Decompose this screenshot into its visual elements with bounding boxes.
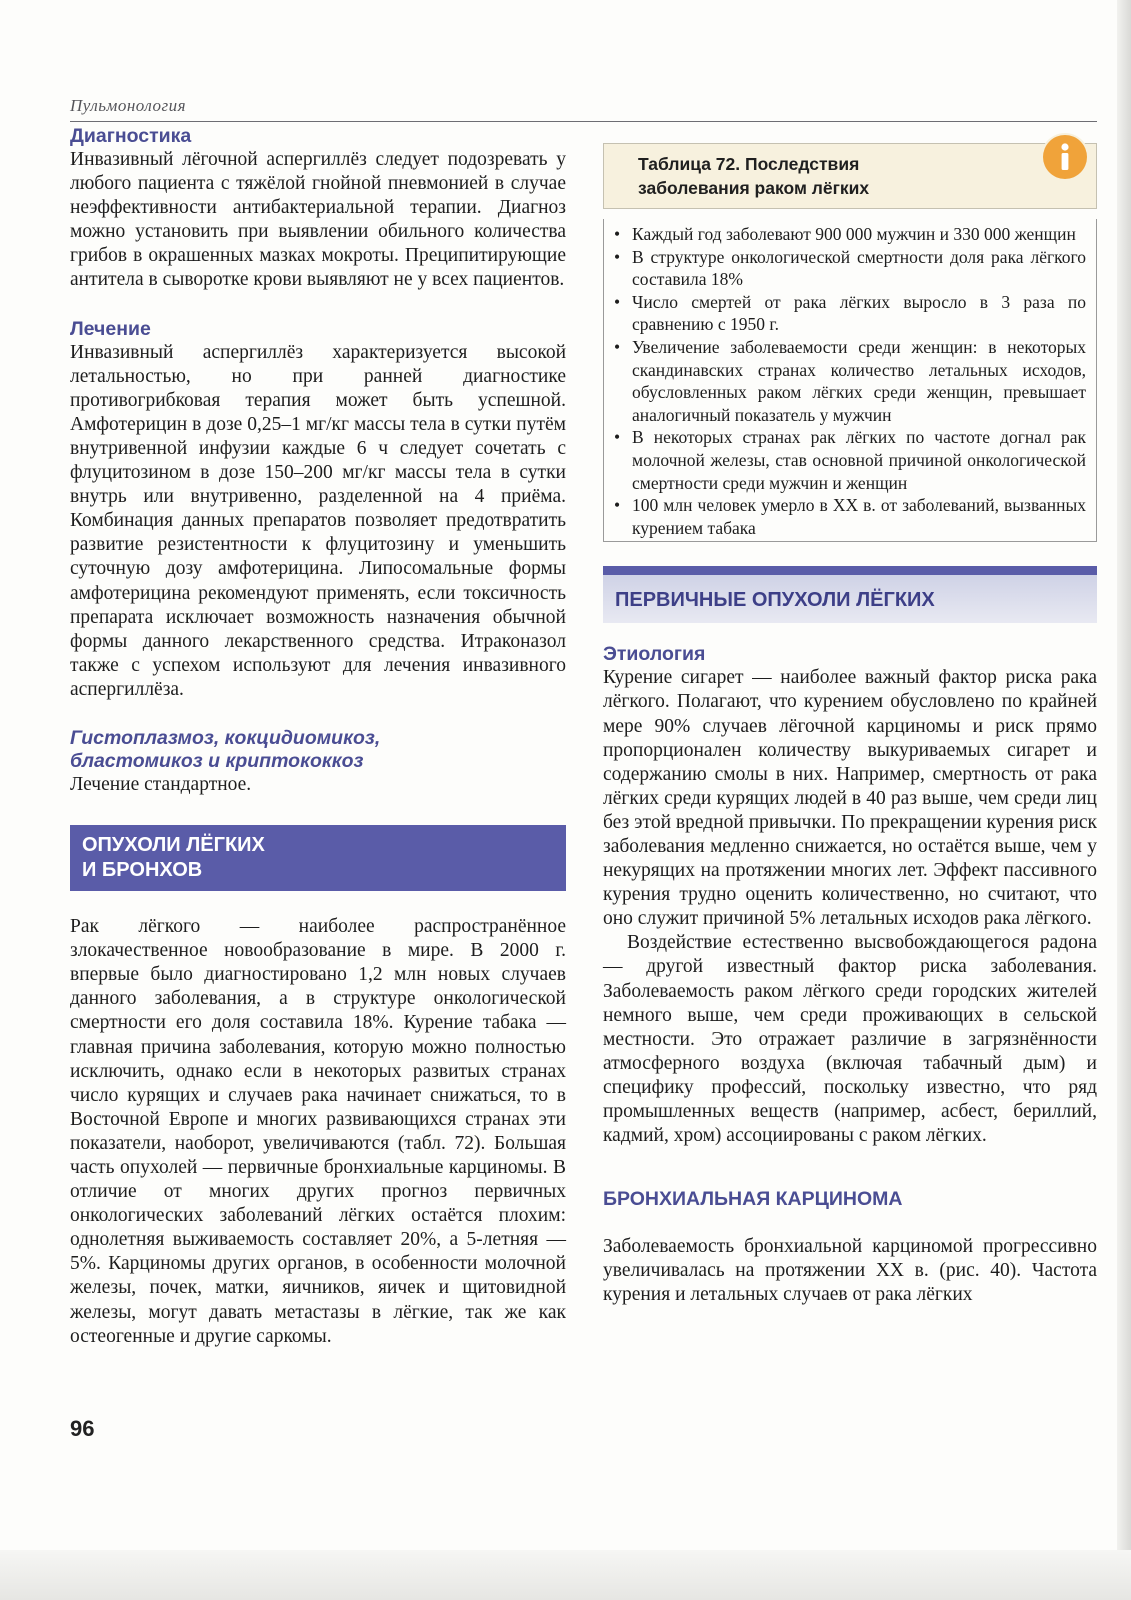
histoplasmosis-text: Лечение стандартное.	[70, 773, 252, 795]
table-list-item: • 100 млн человек умерло в XX в. от заболеваний, вызванных курением табака	[614, 494, 1086, 539]
section-band-line-2: И БРОНХОВ	[82, 859, 203, 882]
table-list-item: • В структуре онкологической смертности доля рака лёгкого составила 18%	[614, 246, 1086, 291]
etiology-text-1: Курение сигарет — наиболее важный фактор риска рака лёгкого. Полагают, что курением обусловлено по крайней мере 90% случаев лёгочной карциномы и риск прямо пропорционален количеству выкуриваемых сигарет и содержанию смолы в них. Например, смертность от рака лёгких среди курящих людей в 40 раз выше, чем среди лиц без этой вредной привычки. По прекращении курения риск заболевания медленно снижается, но остаётся выше, чем у некурящих на протяжении многих лет. Эффект пассивного курения трудно оценить количественно, но считают, что оно служит причиной 5% летальных исходов рака лёгкого.	[603, 667, 1097, 930]
etiology-heading: Этиология	[603, 643, 706, 666]
table-72	[603, 143, 1097, 542]
table-title-line-1: Таблица 72. Последствия	[638, 154, 860, 174]
right-column	[603, 143, 1097, 1307]
table-list-item: • Каждый год заболевают 900 000 мужчин и 330 000 женщин	[614, 223, 1086, 246]
table-72-list	[603, 219, 1097, 542]
histoplasmosis-heading-line-1: Гистоплазмоз, кокцидиомикоз,	[70, 726, 381, 749]
table-list-item: • В некоторых странах рак лёгких по частоте догнал рак молочной железы, став основной причиной онкологической смертности среди мужчин и женщин	[614, 426, 1086, 494]
page-number: 96	[70, 1416, 95, 1441]
bronchial-carcinoma-text: Заболеваемость бронхиальной карциномой прогрессивно увеличивалась на протяжении XX в. (рис. 40). Частота курения и летальных случаев от рака лёгких	[603, 1236, 1097, 1306]
treatment-text: Инвазивный аспергиллёз характеризуется высокой летальностью, но при ранней диагностике противогрибковая терапия может быть успешной. Амфотерицин в дозе 0,25–1 мг/кг массы тела в сутки путём внутривенной инфузии каждые 6 ч следует сочетать с флуцитозином в дозе 150–200 мг/кг массы тела в сутки внутрь или внутривенно, разделенной на 4 приёма. Комбинация данных препаратов позволяет предотвратить развитие резистентности к флуцитозину и уменьшить суточную дозу амфотерицина. Липосомальные формы амфотерицина рекомендуют применять, если токсичность препарата исключает возможность назначения обычной формы данного лекарственного средства. Итраконазол также с успехом используют для лечения инвазивного аспергиллёза.	[70, 341, 566, 700]
etiology-text-2: Воздействие естественно высвобождающегося радона — другой известный фактор риска заболевания. Заболеваемость раком лёгкого среди городских жителей немного выше, чем среди проживающих в сельской местности. Это отражает различие в загрязнённости атмосферного воздуха (включая табачный дым) и специфику профессий, поскольку известно, что ряд промышленных веществ (например, асбест, бериллий, кадмий, хром) ассоциированы с раком лёгких.	[603, 932, 1097, 1147]
left-column	[70, 125, 566, 1349]
table-title-line-2: заболевания раком лёгких	[638, 178, 870, 198]
running-head: Пульмонология	[70, 96, 187, 115]
treatment-heading: Лечение	[70, 317, 151, 340]
page-edge-shadow	[1117, 0, 1131, 1600]
diagnostics-heading: Диагностика	[70, 125, 192, 147]
diagnostics-text: Инвазивный лёгочной аспергиллёз следует подозревать у любого пациента с тяжёлой гнойной пневмонией в случае неэффективности антибактериальной терапии. Диагноз можно установить при выявлении обильного количества грибов в окрашенных мазках мокроты. Преципитирующие антитела в сыворотке крови выявляют не у всех пациентов.	[70, 149, 566, 291]
histoplasmosis-heading	[70, 727, 566, 773]
section-band-line-1: ОПУХОЛИ ЛЁГКИХ	[82, 834, 265, 857]
histoplasmosis-heading-line-2: бластомикоз и криптококкоз	[70, 749, 364, 772]
table-list-item: • Число смертей от рака лёгких выросло в 3 раза по сравнению с 1950 г.	[614, 291, 1086, 336]
bronchial-carcinoma-heading: БРОНХИАЛЬНАЯ КАРЦИНОМА	[603, 1188, 903, 1211]
section-band-primary-tumors: ПЕРВИЧНЫЕ ОПУХОЛИ ЛЁГКИХ	[603, 566, 1097, 623]
table-72-title	[603, 143, 1097, 209]
table-list-item: • Увеличение заболеваемости среди женщин: в некоторых скандинавских странах количество летальных исходов, обусловленных раком лёгких среди женщин, превышает аналогичный показатель у мужчин	[614, 336, 1086, 426]
section-band-lung-tumors	[70, 825, 566, 891]
header-rule	[70, 121, 1097, 122]
lung-tumors-text: Рак лёгкого — наиболее распространённое злокачественное новообразование в мире. В 2000 г. впервые было диагностировано 1,2 млн новых случаев данного заболевания, а в структуре онкологической смертности его доля составила 18%. Курение табака — главная причина заболевания, которую можно полностью исключить, однако если в некоторых развитых странах число курящих и случаев рака начинает снижаться, то в Восточной Европе и многих развивающихся странах эти показатели, наоборот, увеличиваются (табл. 72). Большая часть опухолей — первичные бронхиальные карциномы. В отличие от многих других прогноз первичных онкологических заболеваний лёгких остаётся плохим: однолетняя выживаемость составляет 20%, а 5-летняя — 5%. Карциномы других органов, в особенности молочной железы, почек, матки, яичников, яичек и щитовидной железы, могут давать метастазы в лёгкие, так же как остеогенные и другие саркомы.	[70, 916, 566, 1347]
info-icon	[1043, 135, 1087, 179]
page-bottom-shadow	[0, 1550, 1131, 1600]
